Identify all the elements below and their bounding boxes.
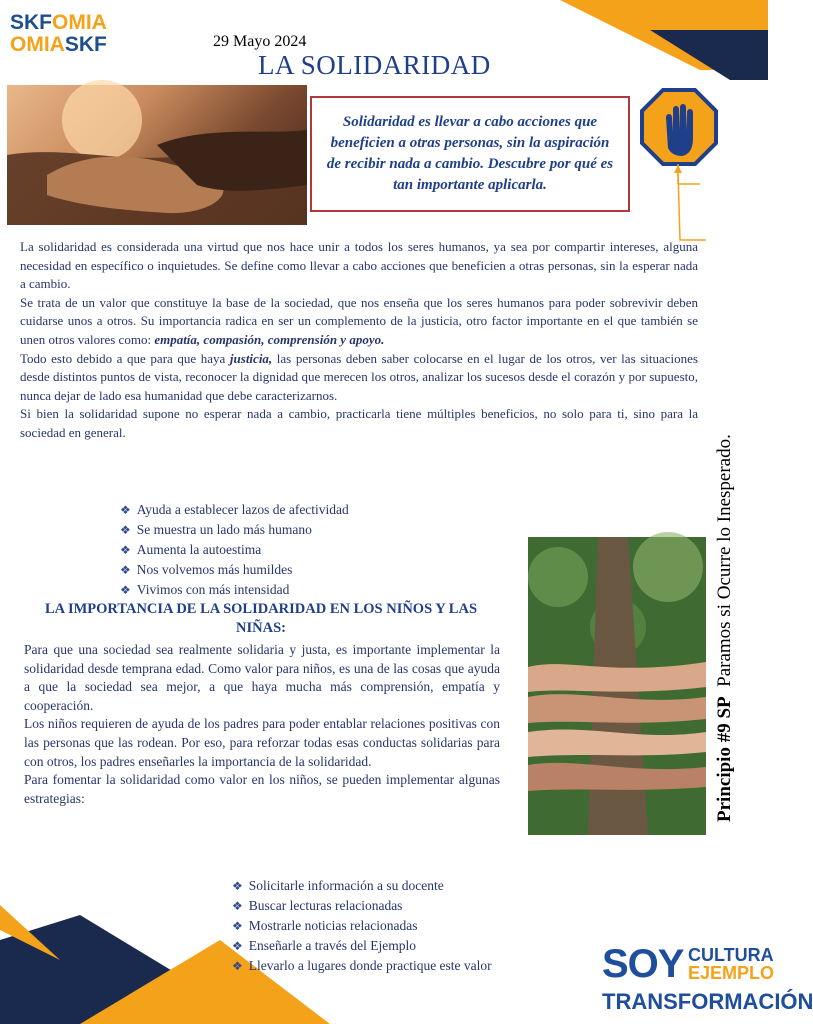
diamond-bullet-icon: ❖ [232,939,243,953]
principle-vertical-text [714,352,736,822]
principle-number: Principio #9 SP [714,696,735,822]
hands-on-tree-photo [528,537,706,835]
intro-paragraph-1: La solidaridad es considerada una virtud que nos hace unir a todos los seres humanos, ya sea por compartir intereses, alguna necesidad en específico o inquietudes. Se define como llevar a cabo acciones que beneficien a otras personas, sin la esperar nada a cambio. [20,239,698,292]
section-paragraph-3: Para fomentar la solidaridad como valor en los niños, se pueden implementar algunas estrategias: [24,772,500,806]
principle-text: Paramos si Ocurre lo Inesperado. [714,434,735,687]
page-title: LA SOLIDARIDAD [258,50,491,80]
list-item: ❖ Vivimos con más intensidad [120,582,290,597]
definition-quote-box [310,96,630,212]
section-body [24,641,500,808]
benefits-list [120,500,349,600]
section-paragraph-1: Para que una sociedad sea realmente solidaria y justa, es importante implementar la solidaridad desde temprana edad. Como valor para niños, es una de las cosas que ayuda a que la sociedad sea mejor, a que haya mucha más comprensión, empatía y cooperación. [24,642,500,713]
intro-paragraph-4: Si bien la solidaridad supone no esperar nada a cambio, practicarla tiene múltiples beneficios, no solo para ti, sino para la sociedad en general. [20,406,698,440]
list-item: ❖ Se muestra un lado más humano [120,522,312,537]
list-item: ❖ Llevarlo a lugares donde practique este valor [232,958,492,973]
values-emphasis: empatía, compasión, comprensión y apoyo. [154,331,385,347]
diamond-bullet-icon: ❖ [232,959,243,973]
logo-skf-top: SKF [10,11,52,34]
diamond-bullet-icon: ❖ [232,919,243,933]
logo-omia-bottom: OMIA [10,33,65,56]
date: 29 Mayo 2024 [213,33,307,50]
list-item: ❖ Enseñarle a través del Ejemplo [232,938,416,953]
cultura-word: CULTURA [688,945,774,965]
strategies-list [232,876,492,976]
list-item: ❖ Ayuda a establecer lazos de afectividad [120,502,349,517]
callout-line [670,165,710,245]
stop-hand-icon [640,88,718,168]
soy-word: SOY [602,942,684,986]
diamond-bullet-icon: ❖ [120,563,131,577]
logo-skf-bottom: SKF [64,33,107,56]
justice-emphasis: justicia, [229,350,273,366]
intro-paragraph-2: Se trata de un valor que constituye la base de la sociedad, que nos enseña que los seres humanos para poder sobrevivir deben cuidarse unos a otros. Su importancia radica en ser un complemento de la justicia, otro factor importante en el que también se unen otros valores como: empatía, compasión, comprensión y apoyo. [20,294,698,347]
ejemplo-word: EJEMPLO [688,963,775,983]
intro-paragraph-3: Todo esto debido a que para que haya justicia, las personas deben saber colocarse en el lugar de los otros, ver las situaciones desde distintos puntos de vista, reconocer la dignidad que merecen los otros, analizar los sucesos desde el corazón y por supuesto, nunca dejar de lado esa humanidad que debe caracterizarnos. [20,350,698,403]
list-item: ❖ Aumenta la autoestima [120,542,262,557]
diamond-bullet-icon: ❖ [120,543,131,557]
logo-omia-top: OMIA [52,11,107,34]
section-paragraph-2: Los niños requieren de ayuda de los padres para poder entablar relaciones positivas con las personas que las rodean. Por eso, para reforzar todas esas conductas solidarias para con otros, los padres enseñarles la importancia de la solidaridad. [24,716,500,769]
list-item: ❖ Mostrarle noticias relacionadas [232,918,418,933]
list-item: ❖ Nos volvemos más humildes [120,562,293,577]
list-item: ❖ Buscar lecturas relacionadas [232,898,403,913]
intro-text [20,238,698,443]
skf-omia-logo [10,10,180,58]
diamond-bullet-icon: ❖ [120,523,131,537]
section-heading: LA IMPORTANCIA DE LA SOLIDARIDAD EN LOS NIÑOS Y LAS NIÑAS: [44,601,478,636]
transformacion-word: TRANSFORMACIÓN [602,989,813,1014]
diamond-bullet-icon: ❖ [232,879,243,893]
diamond-bullet-icon: ❖ [120,583,131,597]
diamond-bullet-icon: ❖ [232,899,243,913]
definition-quote-text: Solidaridad es llevar a cabo acciones que beneficien a otras personas, sin la aspiración de recibir nada a cambio. Descubre por qué es tan importante aplicarla. [326,114,614,193]
list-item: ❖ Solicitarle información a su docente [232,878,444,893]
diamond-bullet-icon: ❖ [120,503,131,517]
hands-photo [7,85,307,225]
soy-cultura-logo [600,940,813,1020]
